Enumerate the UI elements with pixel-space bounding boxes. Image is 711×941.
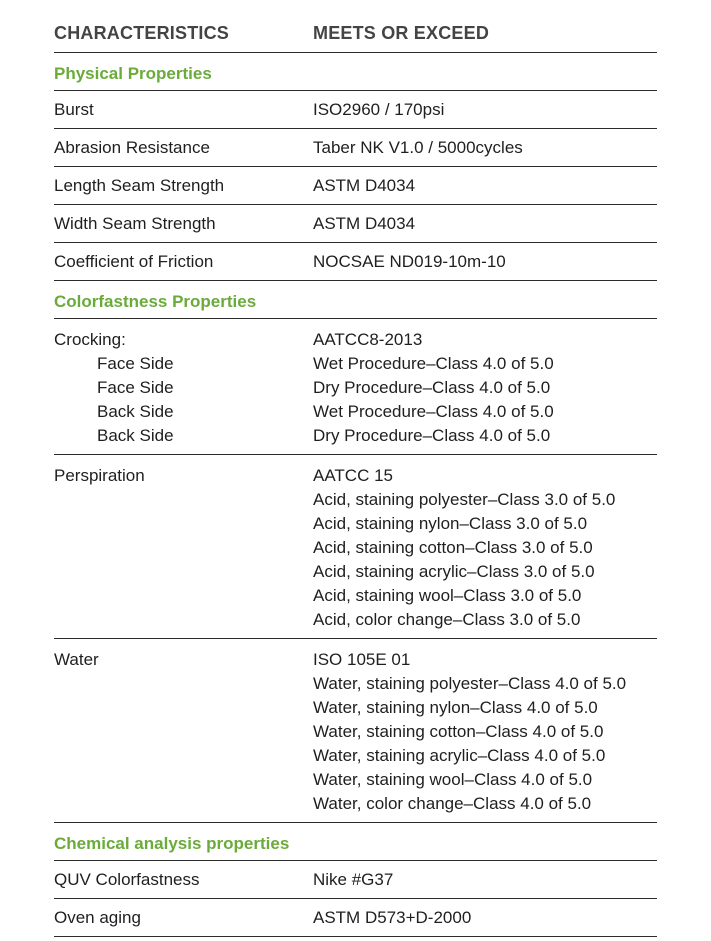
perspiration-result: Acid, staining wool–Class 3.0 of 5.0 [313, 586, 582, 605]
crocking-values [313, 328, 657, 448]
crocking-side-label: Face Side [97, 378, 174, 397]
water-values [313, 648, 657, 816]
water-result: Water, staining wool–Class 4.0 of 5.0 [313, 770, 593, 789]
crocking-result: Dry Procedure–Class 4.0 of 5.0 [313, 426, 551, 445]
section-physical-properties: Physical Properties [54, 53, 657, 91]
perspiration-result: Acid, staining nylon–Class 3.0 of 5.0 [313, 514, 588, 533]
crocking-side-label: Back Side [97, 402, 174, 421]
perspiration-values [313, 464, 657, 632]
row-label: Crocking: [54, 330, 126, 349]
row-value: ISO2960 / 170psi [313, 100, 445, 119]
section-chemical-analysis-properties: Chemical analysis properties [54, 823, 657, 861]
table-header [54, 0, 657, 53]
crocking-result: Wet Procedure–Class 4.0 of 5.0 [313, 402, 554, 421]
perspiration-result: Acid, staining acrylic–Class 3.0 of 5.0 [313, 562, 595, 581]
crocking-labels [54, 328, 313, 448]
table-row [54, 899, 657, 937]
crocking-result: Dry Procedure–Class 4.0 of 5.0 [313, 378, 551, 397]
row-value: Nike #G37 [313, 870, 394, 889]
row-value: Taber NK V1.0 / 5000cycles [313, 138, 523, 157]
crocking-result: Wet Procedure–Class 4.0 of 5.0 [313, 354, 554, 373]
table-row-perspiration [54, 455, 657, 639]
row-value: ISO 105E 01 [313, 650, 411, 669]
row-value: NOCSAE ND019-10m-10 [313, 252, 506, 271]
table-row [54, 91, 657, 129]
row-label: Oven aging [54, 908, 141, 927]
row-label: Length Seam Strength [54, 176, 225, 195]
perspiration-result: Acid, staining cotton–Class 3.0 of 5.0 [313, 538, 593, 557]
table-row [54, 167, 657, 205]
crocking-side-label: Back Side [97, 426, 174, 445]
water-result: Water, staining nylon–Class 4.0 of 5.0 [313, 698, 598, 717]
row-label: Abrasion Resistance [54, 138, 210, 157]
table-row [54, 129, 657, 167]
header-meets-or-exceed: MEETS OR EXCEED [313, 23, 490, 43]
perspiration-label-cell [54, 464, 313, 632]
row-label: Perspiration [54, 466, 145, 485]
perspiration-result: Acid, color change–Class 3.0 of 5.0 [313, 610, 581, 629]
row-value: AATCC8-2013 [313, 330, 423, 349]
header-characteristics: CHARACTERISTICS [54, 23, 230, 43]
crocking-side-label: Face Side [97, 354, 174, 373]
row-label: Coefficient of Friction [54, 252, 214, 271]
row-value: AATCC 15 [313, 466, 393, 485]
row-value: ASTM D4034 [313, 214, 416, 233]
water-label-cell [54, 648, 313, 816]
section-colorfastness-properties: Colorfastness Properties [54, 281, 657, 319]
table-row-crocking [54, 319, 657, 455]
row-label: Width Seam Strength [54, 214, 216, 233]
water-result: Water, staining cotton–Class 4.0 of 5.0 [313, 722, 604, 741]
table-row [54, 243, 657, 281]
table-row [54, 861, 657, 899]
water-result: Water, staining acrylic–Class 4.0 of 5.0 [313, 746, 606, 765]
row-value: ASTM D573+D-2000 [313, 908, 472, 927]
water-result: Water, color change–Class 4.0 of 5.0 [313, 794, 592, 813]
perspiration-result: Acid, staining polyester–Class 3.0 of 5.0 [313, 490, 616, 509]
row-label: Burst [54, 100, 94, 119]
row-label: QUV Colorfastness [54, 870, 200, 889]
row-value: ASTM D4034 [313, 176, 416, 195]
table-row-water [54, 639, 657, 823]
spec-table [54, 0, 657, 937]
row-label: Water [54, 650, 99, 669]
water-result: Water, staining polyester–Class 4.0 of 5.0 [313, 674, 627, 693]
table-row [54, 205, 657, 243]
